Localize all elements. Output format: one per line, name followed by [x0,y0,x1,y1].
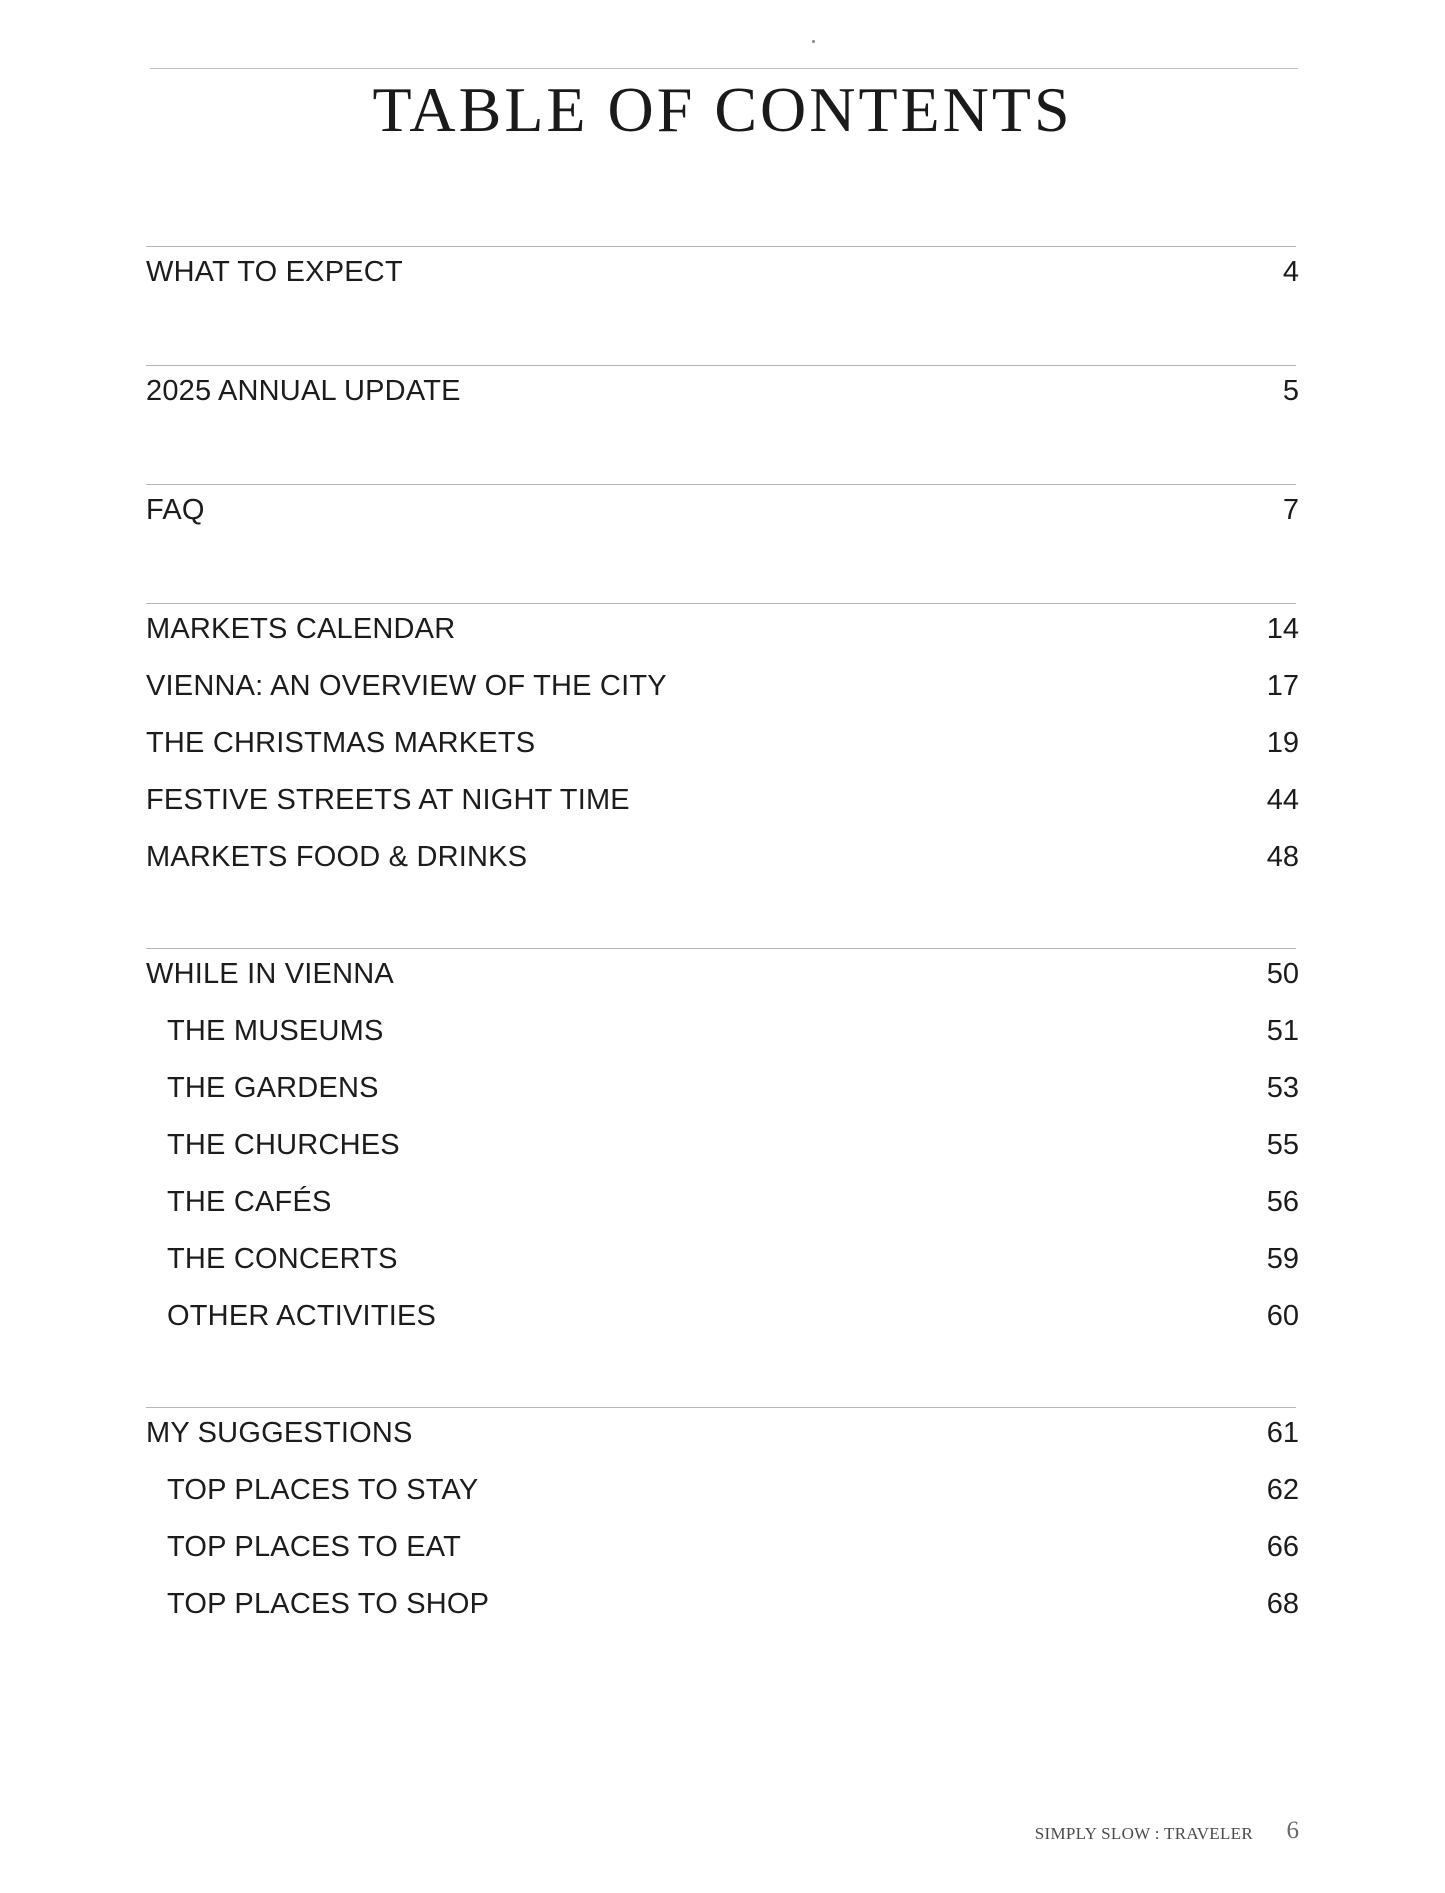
toc-entry-label: MARKETS CALENDAR [146,613,456,645]
section-divider [146,246,1296,247]
toc-entry[interactable] [0,371,1445,411]
toc-entry[interactable] [0,954,1445,994]
footer-brand: SIMPLY SLOW : TRAVELER [1034,1824,1253,1843]
toc-entry-page-number: 66 [1266,1531,1299,1563]
toc-entry-page-number: 14 [1266,613,1299,645]
toc-entry-label: TOP PLACES TO SHOP [167,1588,490,1620]
toc-entry[interactable] [0,1584,1445,1624]
toc-entry[interactable] [0,1182,1445,1222]
toc-entry[interactable] [0,609,1445,649]
toc-entry-label: MARKETS FOOD & DRINKS [146,841,528,873]
toc-entry-label: WHAT TO EXPECT [146,256,403,288]
toc-entry-label: THE CHURCHES [167,1129,400,1161]
toc-entry-label: THE GARDENS [167,1072,379,1104]
toc-entry-page-number: 53 [1266,1072,1299,1104]
toc-entry-label: THE CHRISTMAS MARKETS [146,727,536,759]
toc-entry[interactable] [0,723,1445,763]
toc-entry-page-number: 5 [1282,375,1299,407]
toc-entry[interactable] [0,666,1445,706]
toc-entry-page-number: 4 [1282,256,1299,288]
toc-entry-page-number: 44 [1266,784,1299,816]
page-title: TABLE OF CONTENTS [372,74,1073,145]
toc-entry[interactable] [0,490,1445,530]
toc-entry[interactable] [0,1239,1445,1279]
toc-entry-page-number: 56 [1266,1186,1299,1218]
toc-entry-page-number: 7 [1282,494,1299,526]
toc-entry-page-number: 59 [1266,1243,1299,1275]
toc-entry[interactable] [0,780,1445,820]
toc-entry-page-number: 60 [1266,1300,1299,1332]
toc-entry-label: TOP PLACES TO STAY [167,1474,479,1506]
toc-entry-page-number: 68 [1266,1588,1299,1620]
toc-entry-label: VIENNA: AN OVERVIEW OF THE CITY [146,670,667,702]
toc-entry-label: TOP PLACES TO EAT [167,1531,462,1563]
section-divider [146,365,1296,366]
toc-entry[interactable] [0,1125,1445,1165]
toc-entry[interactable] [0,252,1445,292]
section-divider [146,948,1296,949]
toc-entry-label: FAQ [146,494,205,526]
toc-entry[interactable] [0,1413,1445,1453]
toc-entry-label: WHILE IN VIENNA [146,958,394,990]
footer-page-number: 6 [1286,1817,1299,1844]
toc-entry[interactable] [0,1011,1445,1051]
toc-entry[interactable] [0,1470,1445,1510]
toc-entry-page-number: 55 [1266,1129,1299,1161]
toc-entry-label: 2025 ANNUAL UPDATE [146,375,461,407]
toc-entry-label: FESTIVE STREETS AT NIGHT TIME [146,784,630,816]
toc-entry-label: THE MUSEUMS [167,1015,384,1047]
toc-entry-page-number: 50 [1266,958,1299,990]
toc-entry[interactable] [0,837,1445,877]
section-divider [146,484,1296,485]
toc-entry-label: MY SUGGESTIONS [146,1417,413,1449]
toc-entry-label: OTHER ACTIVITIES [167,1300,437,1332]
toc-entry-page-number: 51 [1266,1015,1299,1047]
toc-entry-page-number: 62 [1266,1474,1299,1506]
toc-entry-page-number: 61 [1266,1417,1299,1449]
toc-entry[interactable] [0,1527,1445,1567]
toc-entry-label: THE CONCERTS [167,1243,398,1275]
toc-entry-page-number: 17 [1266,670,1299,702]
toc-entry[interactable] [0,1068,1445,1108]
section-divider [146,603,1296,604]
toc-entry-label: THE CAFÉS [167,1186,332,1218]
section-divider [146,1407,1296,1408]
toc-entry-page-number: 48 [1266,841,1299,873]
toc-entry[interactable] [0,1296,1445,1336]
toc-entry-page-number: 19 [1266,727,1299,759]
